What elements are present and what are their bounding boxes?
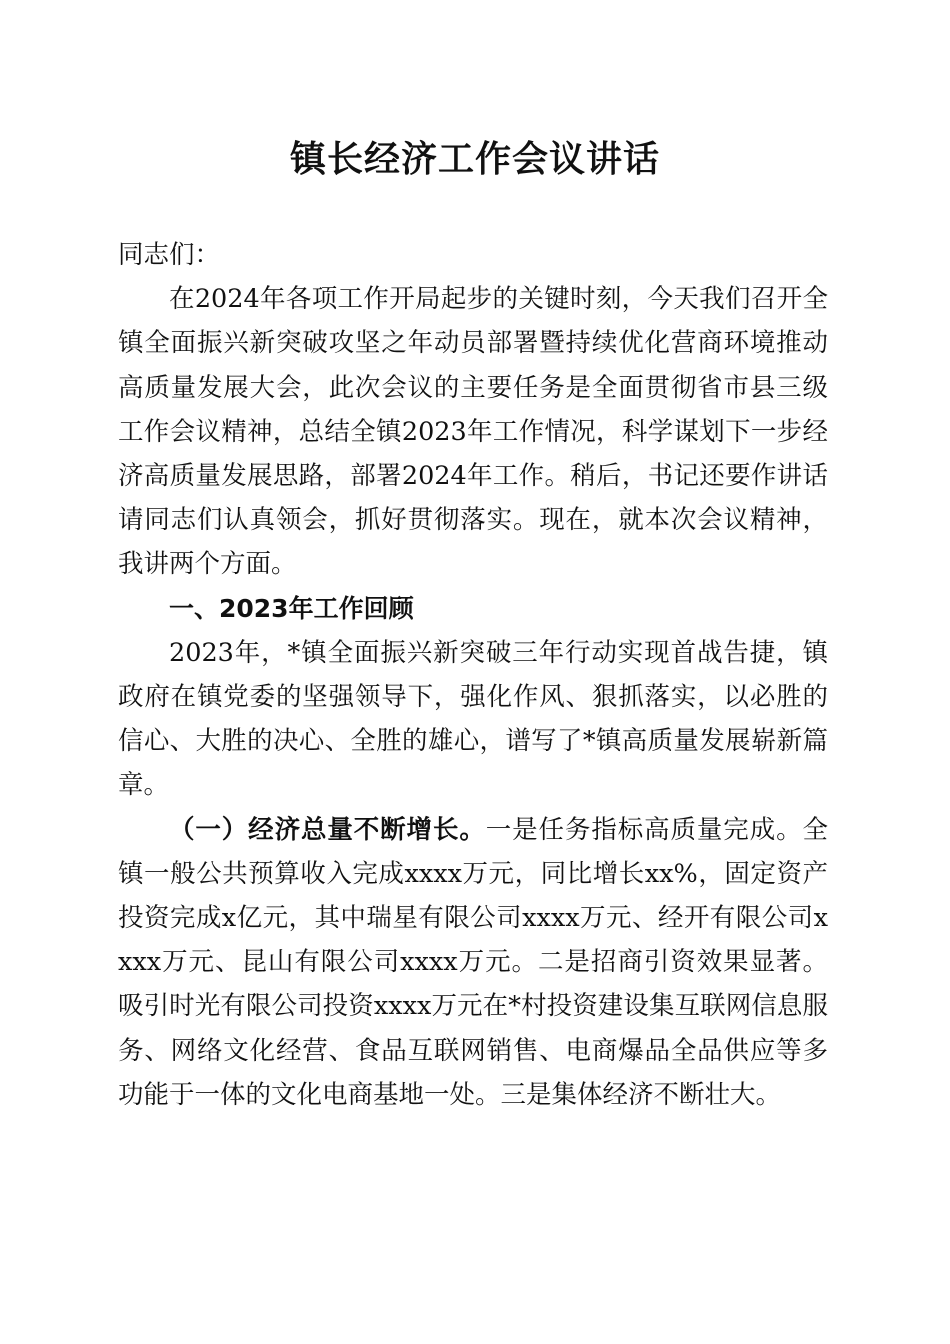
paragraph-review-summary: 2023年，*镇全面振兴新突破三年行动实现首战告捷，镇政府在镇党委的坚强领导下，强化作风、狠抓落实，以必胜的信心、大胜的决心、全胜的雄心，谱写了*镇高质量发展崭新篇章。 — [118, 637, 828, 801]
salutation: 同志们： — [118, 240, 221, 270]
document-title: 镇长经济工作会议讲话 — [289, 138, 660, 180]
subsection-text-economy: 一是任务指标高质量完成。全镇一般公共预算收入完成xxxx万元，同比增长xx%，固定资产投资完成x亿元，其中瑞星有限公司xxxx万元、经开有限公司xxxx万元、昆山有限公司xxxx万元。二是招商引资效果显著。吸引时光有限公司投资xxxx万元在*村投资建设集互联网信息服务、网络文化经营、食品互联网销售、电商爆品全品供应等多功能于一体的文化电商基地一处。三是集体经济不断壮大。 — [118, 814, 828, 1110]
document-body — [118, 233, 828, 1117]
section-heading-review: 一、2023年工作回顾 — [169, 593, 414, 623]
paragraph-economy — [118, 808, 828, 1117]
subsection-heading-economy: （一）经济总量不断增长。 — [169, 814, 486, 845]
paragraph-opening: 在2024年各项工作开局起步的关键时刻，今天我们召开全镇全面振兴新突破攻坚之年动员部署暨持续优化营商环境推动高质量发展大会，此次会议的主要任务是全面贯彻省市县三级工作会议精神，总结全镇2023年工作情况，科学谋划下一步经济高质量发展思路，部署2024年工作。稍后，书记还要作讲话请同志们认真领会，抓好贯彻落实。现在，就本次会议精神，我讲两个方面。 — [118, 284, 828, 580]
